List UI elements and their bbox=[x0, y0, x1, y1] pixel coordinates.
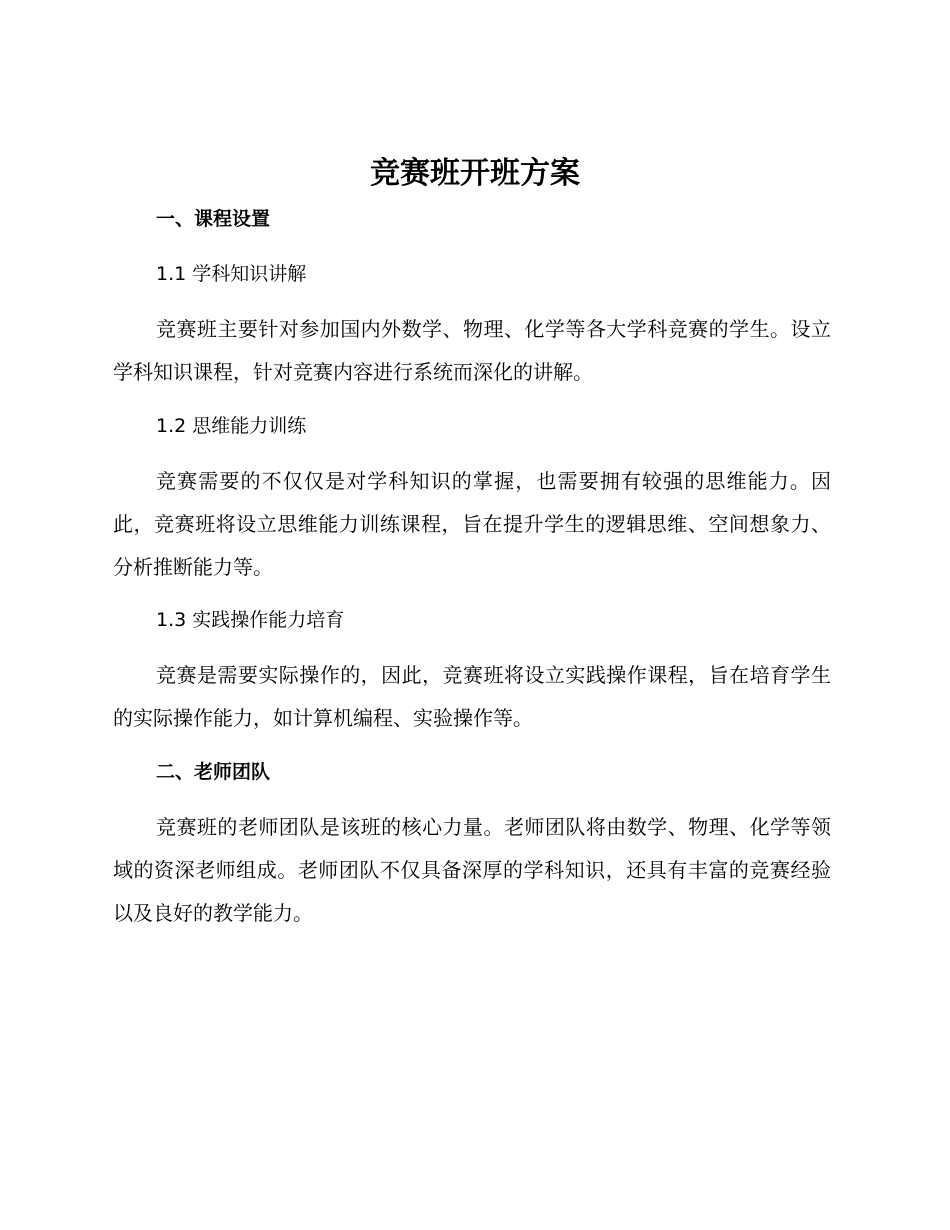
paragraph-knowledge: 竞赛班主要针对参加国内外数学、物理、化学等各大学科竞赛的学生。设立学科知识课程，针对竞赛内容进行系统而深化的讲解。 bbox=[113, 317, 831, 384]
paragraph-practice: 竞赛是需要实际操作的，因此，竞赛班将设立实践操作课程，旨在培育学生的实际操作能力，如计算机编程、实验操作等。 bbox=[113, 663, 831, 730]
document-title: 竞赛班开班方案 bbox=[370, 156, 580, 191]
subsection-heading-practice: 1.3 实践操作能力培育 bbox=[156, 609, 345, 631]
section-heading-teacher-team: 二、老师团队 bbox=[156, 761, 271, 783]
section-heading-course-setup: 一、课程设置 bbox=[156, 208, 271, 230]
subsection-heading-knowledge: 1.1 学科知识讲解 bbox=[156, 263, 307, 285]
paragraph-teacher-team: 竞赛班的老师团队是该班的核心力量。老师团队将由数学、物理、化学等领域的资深老师组成。老师团队不仅具备深厚的学科知识，还具有丰富的竞赛经验以及良好的教学能力。 bbox=[113, 815, 831, 925]
paragraph-thinking: 竞赛需要的不仅仅是对学科知识的掌握，也需要拥有较强的思维能力。因此，竞赛班将设立思维能力训练课程，旨在提升学生的逻辑思维、空间想象力、分析推断能力等。 bbox=[113, 469, 831, 579]
subsection-heading-thinking: 1.2 思维能力训练 bbox=[156, 415, 307, 437]
